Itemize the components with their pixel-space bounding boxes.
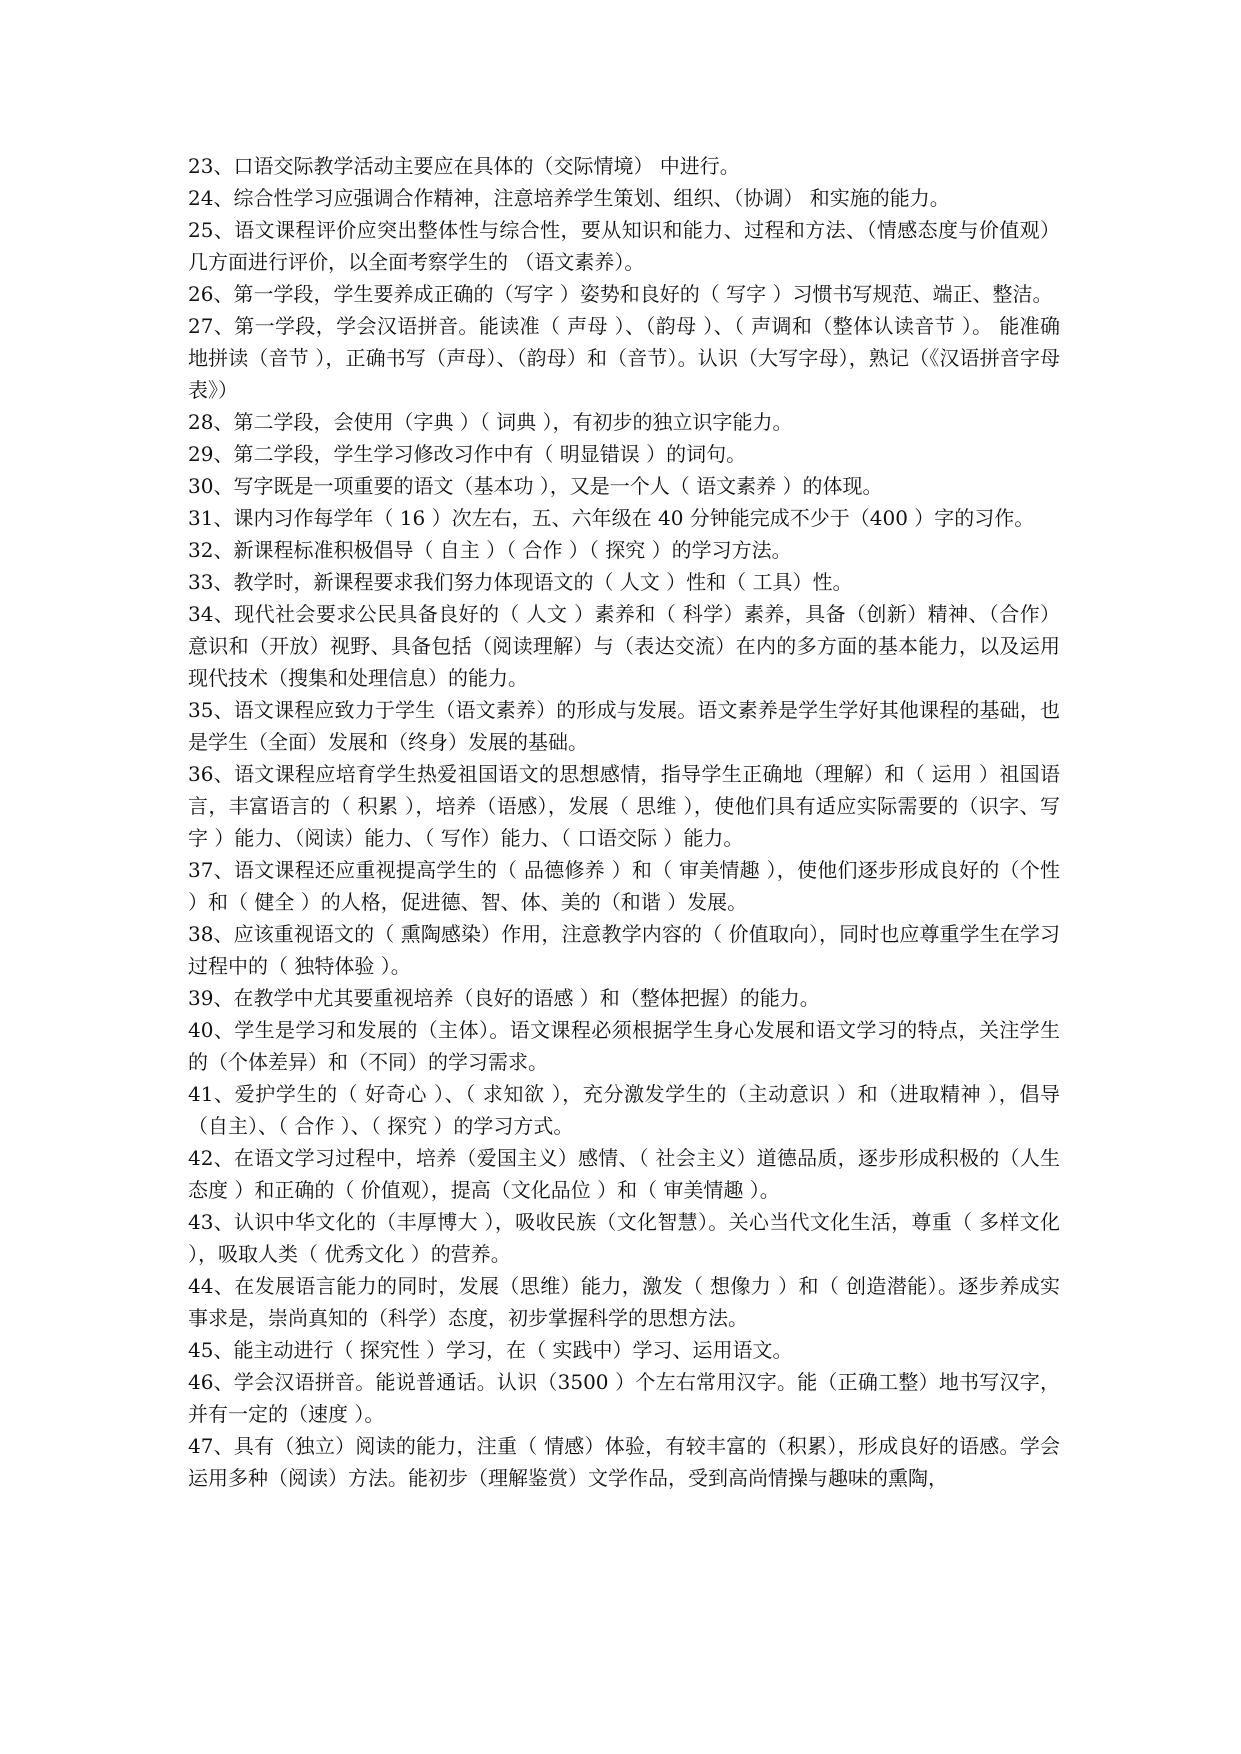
question-33: 33、教学时，新课程要求我们努力体现语文的（ 人文 ）性和（ 工具）性。 [188,570,853,594]
question-28: 28、第二学段，会使用（字典 ）（ 词典 ），有初步的独立识字能力。 [188,410,793,434]
question-37: 37、语文课程还应重视提高学生的（ 品德修养 ）和（ 审美情趣 ），使他们逐步形成良好的（个性 ）和（ 健全 ）的人格，促进德、智、体、美的（和谐 ）发展。 [188,858,1060,914]
question-29: 29、第二学段，学生学习修改习作中有（ 明显错误 ）的词句。 [188,442,747,466]
question-31: 31、课内习作每学年（ 16 ）次左右，五、六年级在 40 分钟能完成不少于（400 ）字的习作。 [188,506,1035,530]
question-36: 36、语文课程应培育学生热爱祖国语文的思想感情，指导学生正确地（理解）和（ 运用 ）祖国语言，丰富语言的（ 积累 ），培养（语感），发展（ 思维 ），使他们具有适应实际需要的（识字、写字 ）能力、（阅读）能力、（ 写作）能力、（ 口语交际 ）能力。 [188,762,1060,850]
question-40: 40、学生是学习和发展的（主体）。语文课程必须根据学生身心发展和语文学习的特点，关注学生的（个体差异）和（不同）的学习需求。 [188,1018,1060,1074]
question-47: 47、具有（独立）阅读的能力，注重（ 情感）体验，有较丰富的（积累），形成良好的语感。学会运用多种（阅读）方法。能初步（理解鉴赏）文学作品，受到高尚情操与趣味的熏陶， [188,1434,1060,1490]
question-24: 24、综合性学习应强调合作精神，注意培养学生策划、组织、（协调） 和实施的能力。 [188,186,950,210]
question-23: 23、口语交际教学活动主要应在具体的（交际情境） 中进行。 [188,154,740,178]
question-35: 35、语文课程应致力于学生（语文素养）的形成与发展。语文素养是学生学好其他课程的基础，也是学生（全面）发展和（终身）发展的基础。 [188,698,1060,754]
question-45: 45、能主动进行（ 探究性 ）学习，在（ 实践中）学习、运用语文。 [188,1338,793,1362]
question-25: 25、语文课程评价应突出整体性与综合性，要从知识和能力、过程和方法、（情感态度与价值观）几方面进行评价，以全面考察学生的 （语文素养）。 [188,218,1060,274]
document-body [188,150,1060,1494]
question-34: 34、现代社会要求公民具备良好的（ 人文 ）素养和（ 科学）素养，具备（创新）精神、（合作）意识和（开放）视野、具备包括（阅读理解）与（表达交流）在内的多方面的基本能力，以及运用现代技术（搜集和处理信息）的能力。 [188,602,1060,690]
question-26: 26、第一学段，学生要养成正确的（写字 ）姿势和良好的（ 写字 ）习惯书写规范、端正、整洁。 [188,282,1053,306]
question-27: 27、第一学段，学会汉语拼音。能读准（ 声母 ）、（韵母 ）、（ 声调和（整体认读音节 ）。 能准确地拼读（音节 ），正确书写（声母）、（韵母）和（音节）。认识（大写字母），熟记（《汉语拼音字母表》） [188,314,1060,402]
question-38: 38、应该重视语文的（ 熏陶感染）作用，注意教学内容的（ 价值取向），同时也应尊重学生在学习过程中的（ 独特体验 ）。 [188,922,1060,978]
question-41: 41、爱护学生的（ 好奇心 ）、（ 求知欲 ），充分激发学生的（主动意识 ）和（进取精神 ），倡导（自主）、（ 合作 ）、（ 探究 ）的学习方式。 [188,1082,1060,1138]
question-30: 30、写字既是一项重要的语文（基本功 ），又是一个人（ 语文素养 ）的体现。 [188,474,883,498]
question-43: 43、认识中华文化的（丰厚博大 ），吸收民族（文化智慧）。关心当代文化生活，尊重（ 多样文化 ），吸取人类（ 优秀文化 ）的营养。 [188,1210,1060,1266]
question-46: 46、学会汉语拼音。能说普通话。认识（3500 ）个左右常用汉字。能（正确工整）地书写汉字，并有一定的（速度 ）。 [188,1370,1060,1426]
question-44: 44、在发展语言能力的同时，发展（思维）能力，激发（ 想像力 ）和（ 创造潜能）。逐步养成实事求是，崇尚真知的（科学）态度，初步掌握科学的思想方法。 [188,1274,1060,1330]
question-32: 32、新课程标准积极倡导（ 自主 ）（ 合作 ）（ 探究 ）的学习方法。 [188,538,792,562]
question-42: 42、在语文学习过程中，培养（爱国主义）感情、（ 社会主义）道德品质，逐步形成积极的（人生态度 ）和正确的（ 价值观），提高（文化品位 ）和（ 审美情趣 ）。 [188,1146,1060,1202]
question-39: 39、在教学中尤其要重视培养（良好的语感 ）和（整体把握）的能力。 [188,986,820,1010]
